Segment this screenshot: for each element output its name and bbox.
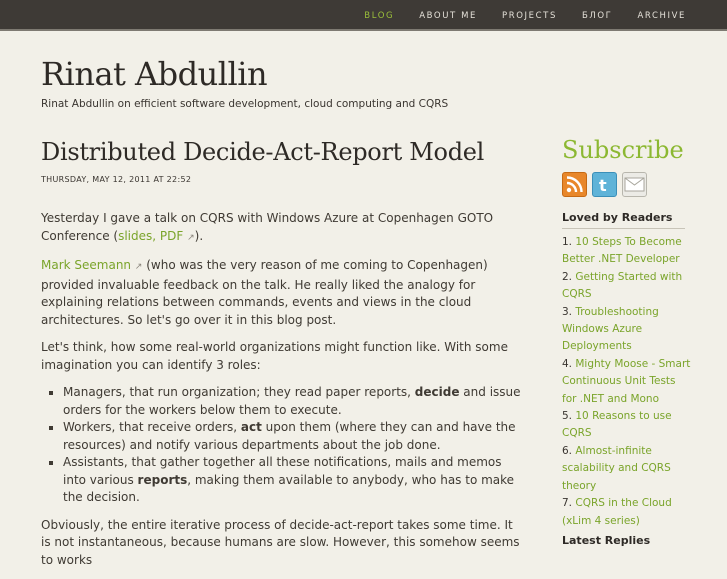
sidebar (562, 136, 692, 547)
top-navigation-bar (0, 0, 727, 31)
twitter-icon[interactable] (592, 172, 617, 197)
post-title[interactable]: Distributed Decide-Act-Report Model (41, 138, 485, 166)
slides-link[interactable]: slides, PDF ↗ (118, 228, 195, 243)
paragraph-text: (who was the very reason of me coming to Copenhagen) provided invaluable feedback on the talk. He really liked the analogy for explaining relations between commands, events and views in the cloud architectures. So let's go over it in this blog post. (41, 258, 488, 327)
latest-replies-heading: Latest Replies (562, 533, 651, 547)
subscribe-icons (562, 172, 692, 197)
loved-link-5[interactable]: 10 Reasons to use CQRS (562, 410, 672, 440)
roles-list (41, 384, 521, 507)
site-tagline: Rinat Abdullin on efficient software development, cloud computing and CQRS (41, 98, 449, 110)
main-nav (339, 11, 686, 21)
loved-link-2[interactable]: Getting Started with CQRS (562, 270, 683, 301)
paragraph: Obviously, the entire iterative process of decide-act-report takes some time. It is not instantaneous, because humans are slow. However, this somehow seems to works (41, 517, 520, 567)
list-item: 7. CQRS in the Cloud (xLim 4 series) (562, 497, 672, 527)
post-date: THURSDAY, MAY 12, 2011 AT 22:52 (41, 175, 192, 184)
list-item: 4. Mighty Moose - Smart Continuous Unit Tests for .NET and Mono (562, 357, 691, 405)
paragraph: Let's think, how some real-world organizations might function like. With some imagination you can identify 3 roles: (41, 340, 508, 372)
list-item: ▪ Assistants, that gather together all these notifications, mails and memos into various reports, making them available to anybody, who has to make the decision. (63, 454, 521, 507)
loved-link-1[interactable]: 10 Steps To Become Better .NET Developer (562, 236, 682, 266)
external-link-icon: ↗ (134, 262, 143, 272)
nav-about-me[interactable]: ABOUT ME (419, 11, 478, 21)
mail-icon[interactable] (622, 172, 647, 197)
post-body (41, 210, 521, 579)
list-item: 6. Almost-infinite scalability and CQRS theory (562, 444, 671, 492)
paragraph (41, 210, 521, 247)
list-item: 3. Troubleshooting Windows Azure Deployments (562, 305, 659, 353)
list-item: ▪ Workers, that receive orders, act upon them (where they can and have the resources) and notify various departments about the job done. (63, 419, 521, 454)
nav-archive[interactable]: ARCHIVE (637, 11, 686, 21)
list-item: 5. 10 Reasons to use CQRS (562, 410, 672, 440)
paragraph (41, 257, 521, 329)
loved-link-7[interactable]: CQRS in the Cloud (xLim 4 series) (562, 497, 672, 527)
subscribe-heading: Subscribe (562, 136, 684, 164)
loved-list (562, 234, 692, 530)
svg-text:t: t (599, 176, 607, 195)
mark-seemann-link[interactable]: Mark Seemann ↗ (41, 258, 143, 272)
list-item: 1. 10 Steps To Become Better .NET Developer (562, 236, 682, 266)
list-item: 2. Getting Started with CQRS (562, 270, 683, 301)
list-item: ▪ Managers, that run organization; they read paper reports, decide and issue orders for the workers below them to execute. (63, 384, 521, 419)
rss-icon[interactable] (562, 172, 587, 197)
nav-blog[interactable]: BLOG (364, 11, 395, 21)
loved-link-4[interactable]: Mighty Moose - Smart Continuous Unit Tests for .NET and Mono (562, 357, 691, 405)
paragraph-text: Yesterday I gave a talk on CQRS with Windows Azure at Copenhagen GOTO Conference ( (41, 211, 494, 243)
loved-link-3[interactable]: Troubleshooting Windows Azure Deployments (562, 305, 659, 353)
paragraph-text: ). (194, 228, 204, 243)
loved-by-readers-heading: Loved by Readers (562, 211, 685, 229)
external-link-icon: ↗ (187, 232, 195, 243)
loved-link-6[interactable]: Almost-infinite scalability and CQRS theory (562, 444, 671, 492)
nav-projects[interactable]: PROJECTS (502, 11, 557, 21)
nav-blog-ru[interactable]: БЛОГ (581, 11, 613, 21)
site-title[interactable]: Rinat Abdullin (41, 55, 268, 93)
